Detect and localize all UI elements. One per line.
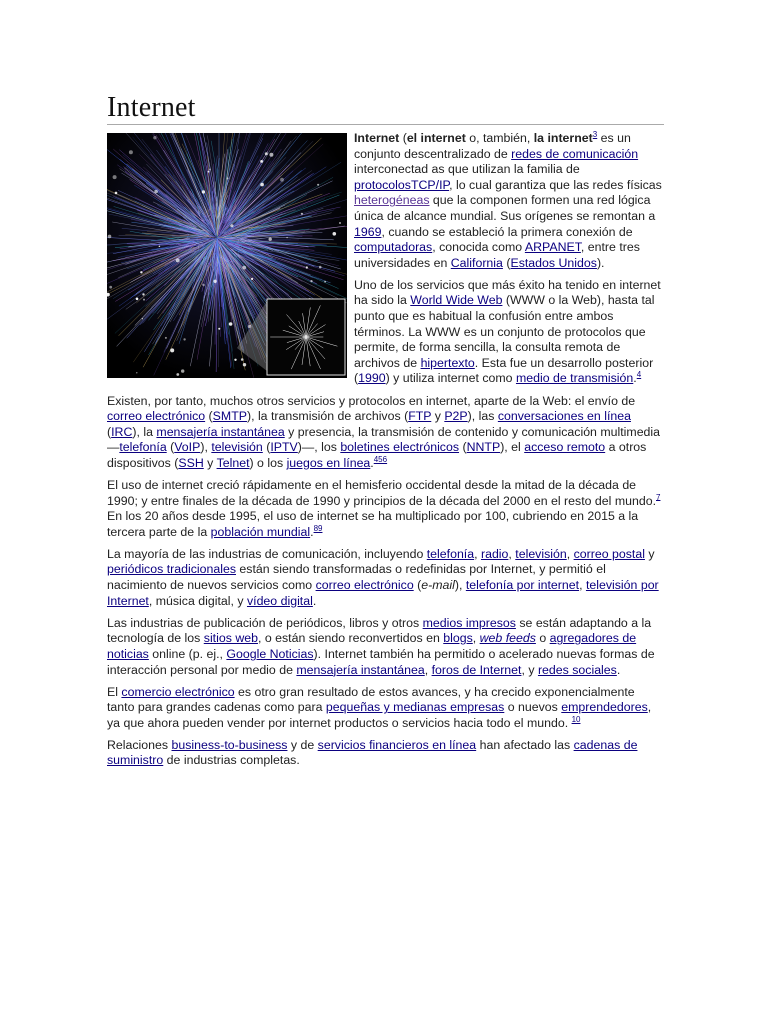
title-divider bbox=[107, 124, 664, 125]
text-run: , o están siendo reconvertidos en bbox=[257, 631, 444, 646]
reference-sup bbox=[637, 370, 641, 379]
text-run: . bbox=[370, 455, 374, 470]
network-node bbox=[241, 358, 244, 361]
text-run: interconectad as que utilizan la familia de bbox=[354, 162, 580, 177]
article-link[interactable]: IPTV bbox=[270, 440, 298, 455]
network-node bbox=[109, 286, 112, 289]
text-run: . bbox=[616, 662, 621, 677]
text-run: ( bbox=[166, 440, 175, 455]
text-run: Uno de los servicios que más éxito ha tenido en internet ha sido la bbox=[354, 277, 661, 308]
paragraph bbox=[107, 394, 664, 472]
network-node bbox=[113, 175, 117, 179]
text-run: ( bbox=[459, 440, 467, 455]
text-run: Las industrias de publicación de periódicos, libros y otros bbox=[107, 615, 423, 630]
text-run: es otro gran resultado de estos avances, y ha crecido exponencialmente tanto para grandes cadenas como para bbox=[107, 684, 635, 715]
text-run: , entre tres universidades en bbox=[354, 240, 640, 270]
article-link[interactable]: redes sociales bbox=[537, 662, 617, 677]
internet-map-image[interactable] bbox=[107, 133, 347, 378]
network-node bbox=[260, 160, 263, 163]
text-run: ) y utiliza internet como bbox=[385, 371, 516, 386]
reference-link[interactable]: 10 bbox=[571, 714, 581, 724]
text-run: online (p. ej., bbox=[148, 646, 227, 661]
text-run: , bbox=[566, 546, 574, 561]
network-node bbox=[301, 213, 303, 215]
article-link[interactable]: medio de transmisión bbox=[515, 371, 634, 386]
text-run: Relaciones bbox=[107, 737, 172, 752]
article-link[interactable]: telefonía bbox=[119, 440, 167, 455]
article-link[interactable]: NNTP bbox=[466, 440, 501, 455]
network-node bbox=[324, 281, 326, 283]
text-run: ), el bbox=[500, 440, 525, 455]
text-run: ). bbox=[596, 255, 605, 270]
text-run: , bbox=[474, 546, 481, 561]
network-node bbox=[218, 328, 220, 330]
article-link[interactable]: correo postal bbox=[573, 546, 645, 561]
network-node bbox=[115, 192, 118, 195]
article-link[interactable]: periódicos tradicionales bbox=[107, 562, 236, 577]
article-link[interactable]: agregadores de noticias bbox=[107, 631, 637, 661]
article-link[interactable]: California bbox=[450, 255, 503, 270]
network-node bbox=[129, 150, 133, 154]
reference-link[interactable]: 89 bbox=[313, 523, 323, 533]
bold-text: el internet bbox=[406, 131, 466, 145]
text-run: o bbox=[535, 631, 550, 646]
article-link[interactable]: heterogéneas bbox=[354, 193, 430, 208]
network-node bbox=[339, 222, 341, 224]
network-node bbox=[209, 169, 211, 171]
network-node bbox=[319, 266, 322, 269]
reference-link[interactable]: 7 bbox=[656, 492, 661, 502]
article-link[interactable]: mensajería instantánea bbox=[156, 424, 285, 439]
article-link[interactable]: SMTP bbox=[212, 409, 247, 424]
text-run: , bbox=[424, 662, 432, 677]
reference-link[interactable]: 4 bbox=[636, 370, 642, 380]
network-node bbox=[181, 369, 184, 372]
text-run: ), la bbox=[132, 424, 157, 439]
article-link[interactable]: servicios financieros en línea bbox=[317, 737, 477, 752]
article-link[interactable]: conversaciones en línea bbox=[497, 409, 631, 424]
article-link[interactable]: radio bbox=[480, 546, 509, 561]
network-node bbox=[108, 235, 112, 239]
text-run: ), las bbox=[467, 409, 498, 424]
network-node bbox=[170, 348, 174, 352]
text-run: ), la transmisión de archivos ( bbox=[246, 409, 409, 424]
article-link[interactable]: mensajería instantánea bbox=[296, 662, 425, 677]
text-run: o, también, bbox=[465, 131, 534, 145]
article-link[interactable]: computadoras bbox=[354, 240, 433, 255]
article-link[interactable]: pequeñas y medianas empresas bbox=[325, 700, 505, 715]
text-run: El uso de internet creció rápidamente en el hemisferio occidental desde la mitad de la década de 1990; y entre finales de la década de 1990 y principios de la década del 2000 en el resto del mundo. bbox=[107, 477, 656, 508]
article-link[interactable]: FTP bbox=[408, 409, 432, 424]
network-node bbox=[208, 171, 210, 173]
network-node bbox=[234, 359, 236, 361]
network-node bbox=[142, 318, 143, 319]
page-title: Internet bbox=[107, 92, 196, 123]
text-run: están siendo transformadas o redefinidas por Internet, y permitió el nacimiento de nuevos servicios como bbox=[107, 562, 606, 593]
article-link[interactable]: telefonía por internet bbox=[465, 578, 580, 593]
article-link[interactable]: IRC bbox=[111, 424, 133, 439]
network-node bbox=[242, 266, 246, 270]
text-run: La mayoría de las industrias de comunicación, incluyendo bbox=[107, 546, 427, 561]
network-node bbox=[159, 246, 161, 248]
network-node bbox=[136, 372, 137, 373]
paragraph bbox=[107, 738, 664, 769]
text-run: a otros dispositivos ( bbox=[107, 440, 647, 470]
article-link[interactable]: televisión por Internet bbox=[107, 578, 659, 608]
network-node bbox=[306, 266, 308, 268]
reference-sup bbox=[374, 455, 387, 464]
network-node bbox=[183, 338, 185, 340]
text-run: y bbox=[644, 546, 655, 561]
article-link[interactable]: televisión bbox=[515, 546, 567, 561]
network-node bbox=[202, 190, 205, 193]
paragraph bbox=[107, 547, 664, 609]
network-node bbox=[230, 224, 233, 227]
article-link[interactable]: SSH bbox=[178, 455, 204, 470]
text-run: o nuevos bbox=[504, 700, 562, 715]
network-node bbox=[265, 152, 268, 155]
network-node bbox=[154, 190, 158, 194]
text-run: han afectado las bbox=[476, 737, 574, 752]
article-link[interactable]: correo electrónico bbox=[315, 578, 414, 593]
article-link[interactable]: correo electrónico bbox=[107, 409, 206, 424]
article-link[interactable]: ARPANET bbox=[524, 240, 581, 255]
text-run: , bbox=[579, 578, 586, 593]
text-run: En los 20 años desde 1995, el uso de internet se ha multiplicado por 100, cubriendo en 2015 a la tercera parte de la bbox=[107, 509, 639, 539]
network-node bbox=[251, 278, 253, 280]
article-link[interactable]: redes de comunicación bbox=[511, 146, 639, 161]
network-node bbox=[165, 337, 167, 339]
network-node bbox=[229, 322, 233, 326]
text-run: , cuando se estableció la primera conexión de bbox=[381, 224, 633, 239]
network-node bbox=[213, 280, 216, 283]
text-run: Existen, por tanto, muchos otros servicios y protocolos en internet, aparte de la Web: el envío de bbox=[107, 393, 636, 408]
article-link[interactable]: World Wide Web bbox=[410, 293, 503, 308]
article-link[interactable]: protocolosTCP/IP bbox=[354, 177, 450, 192]
text-run: (WWW o la Web), hasta tal punto que es habitual la confusión entre ambos términos. La WWW es un conjunto de protocolos que permite, de forma sencilla, la consulta remota de archivos de bbox=[354, 293, 655, 370]
network-node bbox=[286, 237, 287, 238]
text-run: . bbox=[633, 371, 637, 386]
text-run: de industrias completas. bbox=[163, 753, 300, 768]
article-link[interactable]: Google Noticias bbox=[226, 646, 314, 661]
network-node bbox=[269, 238, 272, 241]
reference-link[interactable]: 3 bbox=[592, 129, 598, 139]
article-link[interactable]: 1990 bbox=[358, 371, 386, 386]
article-link[interactable]: televisión bbox=[211, 440, 263, 455]
article-body bbox=[107, 131, 664, 776]
text-run: ( bbox=[205, 409, 213, 424]
text-run: es un conjunto descentralizado de bbox=[354, 131, 631, 161]
network-node bbox=[310, 280, 312, 282]
article-link[interactable]: comercio electrónico bbox=[121, 684, 235, 699]
text-run: ). Internet también ha permitido o acelerado nuevas formas de interacción personal por medio de bbox=[107, 646, 655, 677]
text-run: ), bbox=[454, 578, 466, 593]
article-link[interactable]: Telnet bbox=[216, 455, 250, 470]
article-link[interactable]: cadenas de suministro bbox=[107, 737, 638, 768]
article-link[interactable]: telefonía bbox=[426, 546, 475, 561]
text-run: e-mail bbox=[421, 578, 455, 593]
network-node bbox=[280, 178, 284, 182]
paragraph bbox=[107, 616, 664, 678]
article-link[interactable]: VoIP bbox=[174, 440, 201, 455]
article-link[interactable]: medios impresos bbox=[422, 615, 516, 630]
text-run: ( bbox=[502, 255, 511, 270]
network-node bbox=[227, 177, 229, 179]
article-link[interactable]: boletines electrónicos bbox=[340, 440, 460, 455]
reference-sup bbox=[314, 524, 323, 533]
text-run: ), bbox=[200, 440, 212, 455]
article-link[interactable]: juegos en línea bbox=[286, 455, 371, 470]
text-run: )—, los bbox=[297, 440, 341, 455]
network-node bbox=[142, 293, 144, 295]
network-node bbox=[176, 258, 180, 262]
network-node bbox=[333, 232, 337, 236]
text-run: y bbox=[431, 409, 445, 424]
reference-sup bbox=[572, 715, 581, 724]
text-run: El bbox=[107, 684, 122, 699]
network-node bbox=[243, 363, 246, 366]
text-run: y de bbox=[287, 737, 318, 752]
article-link[interactable]: business-to-business bbox=[171, 737, 288, 752]
reference-link[interactable]: 456 bbox=[373, 454, 388, 464]
network-node bbox=[143, 299, 145, 301]
paragraph bbox=[107, 685, 664, 732]
network-node bbox=[202, 284, 205, 287]
text-run: ( bbox=[413, 578, 422, 593]
text-run: , ya que ahora pueden vender por internet productos o servicios hacia todo el mundo. bbox=[107, 700, 652, 730]
article-link[interactable]: vídeo digital bbox=[246, 593, 313, 608]
text-run: ( bbox=[399, 131, 407, 145]
network-node bbox=[317, 184, 319, 186]
reference-sup bbox=[656, 492, 660, 501]
bold-text: Internet bbox=[354, 131, 400, 145]
article-link[interactable]: sitios web bbox=[203, 631, 258, 646]
text-run: , bbox=[508, 546, 516, 561]
article-link[interactable]: hipertexto bbox=[420, 355, 475, 370]
text-run: , lo cual garantiza que las redes físicas bbox=[449, 177, 662, 192]
network-node bbox=[176, 373, 179, 376]
text-run: , música digital, y bbox=[148, 593, 247, 608]
text-run: , bbox=[472, 631, 480, 646]
text-run: y bbox=[203, 455, 217, 470]
text-run: que la componen formen una red lógica única de alcance mundial. Sus orígenes se remontan a bbox=[354, 193, 656, 223]
text-run: . Esta fue un desarrollo posterior ( bbox=[354, 355, 654, 386]
article-link[interactable]: web feeds bbox=[479, 631, 536, 646]
paragraph bbox=[107, 478, 664, 540]
network-node bbox=[260, 183, 264, 187]
text-run: ) o los bbox=[249, 455, 287, 470]
text-run: , y bbox=[521, 662, 538, 677]
article-link[interactable]: Estados Unidos bbox=[510, 255, 597, 270]
article-link[interactable]: foros de Internet bbox=[431, 662, 522, 677]
text-run: ( bbox=[262, 440, 271, 455]
article-link[interactable]: P2P bbox=[444, 409, 468, 424]
network-node bbox=[140, 271, 142, 273]
network-node bbox=[136, 298, 139, 301]
article-link[interactable]: blogs bbox=[443, 631, 473, 646]
text-run: ( bbox=[107, 424, 112, 439]
article-link[interactable]: 1969 bbox=[354, 224, 382, 239]
article-link[interactable]: población mundial bbox=[210, 524, 311, 539]
text-run: . bbox=[310, 524, 314, 539]
text-run: y presencia, la transmisión de contenido y comunicación multimedia — bbox=[107, 424, 661, 455]
bold-text: la internet bbox=[533, 131, 593, 145]
text-run: , conocida como bbox=[432, 240, 525, 255]
text-run: se están adaptando a la tecnología de los bbox=[107, 615, 652, 646]
network-node bbox=[153, 136, 156, 139]
network-node bbox=[269, 153, 273, 157]
article-link[interactable]: emprendedores bbox=[561, 700, 648, 715]
text-run: . bbox=[312, 593, 317, 608]
article-link[interactable]: acceso remoto bbox=[524, 440, 606, 455]
